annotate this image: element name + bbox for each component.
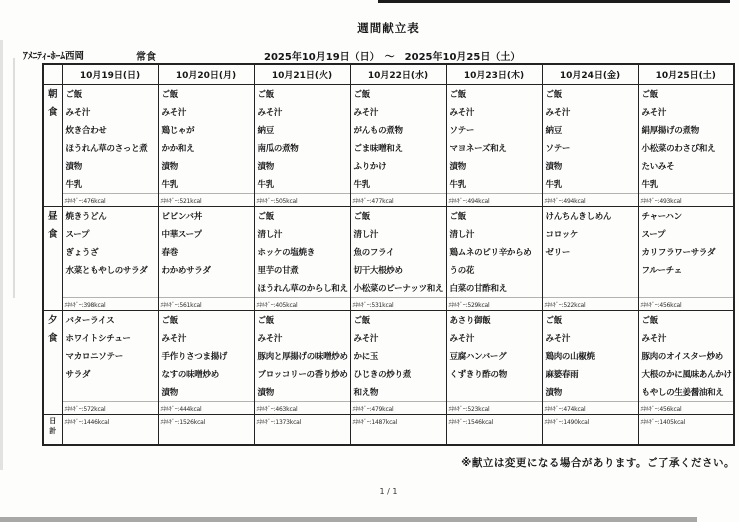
menu-item-cell-dinner-day2: ご飯 [254,311,350,330]
menu-item-cell-lunch-day4: 鶏ムネのピリ辛からめ [446,243,542,261]
menu-item-cell-lunch-day0: ぎょうざ [62,243,158,261]
menu-item-cell-breakfast-day0: ほうれん草のさっと煮 [62,139,158,157]
menu-item-cell-lunch-day4: 白菜の甘酢和え [446,279,542,298]
menu-item-cell-breakfast-day5: 漬物 [542,157,638,175]
menu-row-breakfast [43,121,734,139]
menu-item-cell-lunch-day2: ほうれん草のからし和え [254,279,350,298]
menu-item-cell-lunch-day4: 清し汁 [446,225,542,243]
menu-item-cell-breakfast-day1: みそ汁 [158,103,254,121]
menu-item-cell-lunch-day3: 清し汁 [350,225,446,243]
menu-item-cell-dinner-day4: あさり御飯 [446,311,542,330]
menu-item-cell-lunch-day1: 春巻 [158,243,254,261]
menu-item-cell-dinner-day1: なすの味噌炒め [158,365,254,383]
kcal-cell-dinner-day3: ｴﾈﾙｷﾞｰ:479kcal [350,402,446,415]
daily-total-cell-day3: ｴﾈﾙｷﾞｰ:1487kcal [350,415,446,446]
menu-row-dinner [43,383,734,402]
menu-item-cell-breakfast-day4: マヨネーズ和え [446,139,542,157]
menu-item-cell-dinner-day2: みそ汁 [254,329,350,347]
menu-item-cell-breakfast-day2: ご飯 [254,85,350,104]
section-label-breakfast [43,85,62,207]
daily-total-cell-day1: ｴﾈﾙｷﾞｰ:1526kcal [158,415,254,446]
menu-item-cell-breakfast-day6: ご飯 [638,85,734,104]
menu-row-breakfast [43,139,734,157]
kcal-cell-dinner-day4: ｴﾈﾙｷﾞｰ:523kcal [446,402,542,415]
menu-item-cell-lunch-day1: 中華スープ [158,225,254,243]
page-title: 週間献立表 [357,21,420,35]
menu-item-cell-dinner-day6: みそ汁 [638,329,734,347]
section-label-char: 食 [47,107,58,118]
menu-item-cell-breakfast-day1: 牛乳 [158,175,254,194]
menu-item-cell-dinner-day0: バターライス [62,311,158,330]
menu-item-cell-dinner-day3: ひじきの炒り煮 [350,365,446,383]
scan-artifact-left-edge [0,40,3,470]
menu-row-breakfast [43,103,734,121]
menu-item-cell-breakfast-day4: みそ汁 [446,103,542,121]
menu-row-lunch [43,243,734,261]
kcal-cell-dinner-day1: ｴﾈﾙｷﾞｰ:444kcal [158,402,254,415]
menu-item-cell-breakfast-day6: 小松菜のわさび和え [638,139,734,157]
kcal-cell-lunch-day5: ｴﾈﾙｷﾞｰ:522kcal [542,298,638,311]
menu-row-breakfast [43,175,734,194]
menu-item-cell-lunch-day1 [158,279,254,298]
menu-table-head [43,64,734,85]
menu-item-cell-dinner-day2: 豚肉と厚揚げの味噌炒め [254,347,350,365]
day-header-3: 10月22日(水) [350,64,446,85]
kcal-cell-breakfast-day6: ｴﾈﾙｷﾞｰ:493kcal [638,194,734,207]
menu-item-cell-dinner-day1: ご飯 [158,311,254,330]
menu-item-cell-breakfast-day0: 炊き合わせ [62,121,158,139]
menu-item-cell-dinner-day6: 大根のかに風味あんかけ [638,365,734,383]
daily-total-cell-day6: ｴﾈﾙｷﾞｰ:1405kcal [638,415,734,446]
menu-item-cell-dinner-day4: 豆腐ハンバーグ [446,347,542,365]
menu-item-cell-dinner-day6: ご飯 [638,311,734,330]
section-label-char: 食 [47,333,58,344]
kcal-cell-dinner-day5: ｴﾈﾙｷﾞｰ:474kcal [542,402,638,415]
menu-row-dinner [43,329,734,347]
menu-item-cell-breakfast-day4: ソテー [446,121,542,139]
menu-item-cell-breakfast-day0: みそ汁 [62,103,158,121]
menu-item-cell-breakfast-day3: ごま味噌和え [350,139,446,157]
kcal-cell-lunch-day4: ｴﾈﾙｷﾞｰ:529kcal [446,298,542,311]
menu-period: 2025年10月19日（日） ～ 2025年10月25日（土） [264,52,521,63]
menu-item-cell-dinner-day1: みそ汁 [158,329,254,347]
menu-item-cell-dinner-day4 [446,383,542,402]
menu-item-cell-breakfast-day6: 絹厚揚げの煮物 [638,121,734,139]
scan-artifact-bottom [0,517,697,522]
menu-item-cell-breakfast-day0: ご飯 [62,85,158,104]
menu-item-cell-dinner-day4: みそ汁 [446,329,542,347]
menu-item-cell-breakfast-day6: たいみそ [638,157,734,175]
kcal-cell-lunch-day3: ｴﾈﾙｷﾞｰ:531kcal [350,298,446,311]
menu-item-cell-breakfast-day4: 漬物 [446,157,542,175]
menu-item-cell-lunch-day2: 清し汁 [254,225,350,243]
menu-item-cell-lunch-day1: わかめサラダ [158,261,254,279]
menu-row-lunch [43,261,734,279]
menu-row-dinner [43,311,734,330]
facility-name: ｱﾒﾆﾃｨ-ﾎｰﾑ西岡 [23,51,84,62]
menu-row-breakfast [43,85,734,104]
kcal-cell-breakfast-day4: ｴﾈﾙｷﾞｰ:494kcal [446,194,542,207]
menu-item-cell-lunch-day6 [638,279,734,298]
kcal-cell-breakfast-day2: ｴﾈﾙｷﾞｰ:505kcal [254,194,350,207]
menu-item-cell-dinner-day6: もやしの生姜醤油和え [638,383,734,402]
menu-item-cell-breakfast-day3: みそ汁 [350,103,446,121]
menu-item-cell-lunch-day3: 切干大根炒め [350,261,446,279]
menu-row-lunch [43,207,734,226]
kcal-cell-lunch-day0: ｴﾈﾙｷﾞｰ:398kcal [62,298,158,311]
kcal-cell-dinner-day6: ｴﾈﾙｷﾞｰ:456kcal [638,402,734,415]
menu-item-cell-breakfast-day2: 納豆 [254,121,350,139]
menu-item-cell-lunch-day6: スープ [638,225,734,243]
menu-table-body [43,85,734,446]
menu-item-cell-breakfast-day0: 牛乳 [62,175,158,194]
daily-total-cell-day0: ｴﾈﾙｷﾞｰ:1446kcal [62,415,158,446]
kcal-cell-lunch-day2: ｴﾈﾙｷﾞｰ:405kcal [254,298,350,311]
daily-total-label [43,415,62,446]
day-header-row [43,64,734,85]
menu-item-cell-dinner-day1: 手作りさつま揚げ [158,347,254,365]
menu-item-cell-dinner-day5: 麻婆春雨 [542,365,638,383]
menu-item-cell-lunch-day0: 水菜ともやしのサラダ [62,261,158,279]
menu-item-cell-dinner-day4: くずきり酢の物 [446,365,542,383]
menu-item-cell-breakfast-day3: がんもの煮物 [350,121,446,139]
menu-item-cell-breakfast-day2: みそ汁 [254,103,350,121]
menu-item-cell-breakfast-day5: ソテー [542,139,638,157]
menu-item-cell-lunch-day5: コロッケ [542,225,638,243]
section-label-char: 昼 [47,211,58,222]
kcal-cell-breakfast-day0: ｴﾈﾙｷﾞｰ:476kcal [62,194,158,207]
menu-item-cell-lunch-day6: カリフラワーサラダ [638,243,734,261]
menu-item-cell-lunch-day5: ゼリー [542,243,638,261]
menu-item-cell-lunch-day3: 魚のフライ [350,243,446,261]
page-number: 1 / 1 [379,487,398,496]
menu-item-cell-lunch-day2: ホッケの塩焼き [254,243,350,261]
menu-item-cell-lunch-day4: ご飯 [446,207,542,226]
menu-item-cell-breakfast-day1: 鶏じゃが [158,121,254,139]
disclaimer-note: ※献立は変更になる場合があります。ご了承ください。 [461,457,735,469]
menu-item-cell-breakfast-day3: ふりかけ [350,157,446,175]
kcal-row-lunch [43,298,734,311]
menu-item-cell-breakfast-day4: 牛乳 [446,175,542,194]
kcal-cell-lunch-day6: ｴﾈﾙｷﾞｰ:456kcal [638,298,734,311]
menu-item-cell-breakfast-day2: 南瓜の煮物 [254,139,350,157]
day-header-6: 10月25日(土) [638,64,734,85]
menu-item-cell-dinner-day6: 豚肉のオイスター炒め [638,347,734,365]
menu-item-cell-breakfast-day2: 牛乳 [254,175,350,194]
section-label-char: 夕 [47,315,58,326]
menu-item-cell-lunch-day5: けんちんきしめん [542,207,638,226]
day-header-4: 10月23日(木) [446,64,542,85]
menu-row-lunch [43,279,734,298]
menu-item-cell-lunch-day0: 焼きうどん [62,207,158,226]
diet-type: 常食 [136,52,156,63]
menu-item-cell-lunch-day6: フルーチェ [638,261,734,279]
menu-item-cell-breakfast-day1: ご飯 [158,85,254,104]
day-header-1: 10月20日(月) [158,64,254,85]
menu-row-lunch [43,225,734,243]
menu-item-cell-lunch-day5 [542,261,638,279]
menu-item-cell-breakfast-day3: 牛乳 [350,175,446,194]
daily-total-cell-day5: ｴﾈﾙｷﾞｰ:1490kcal [542,415,638,446]
menu-item-cell-dinner-day5: みそ汁 [542,329,638,347]
menu-item-cell-dinner-day5: 鶏肉の山椒焼 [542,347,638,365]
menu-item-cell-breakfast-day2: 漬物 [254,157,350,175]
menu-item-cell-breakfast-day5: 納豆 [542,121,638,139]
menu-item-cell-breakfast-day5: みそ汁 [542,103,638,121]
daily-total-label-char: 日 [49,417,57,425]
menu-table [42,63,735,446]
kcal-row-breakfast [43,194,734,207]
menu-item-cell-dinner-day1: 漬物 [158,383,254,402]
menu-item-cell-breakfast-day1: 漬物 [158,157,254,175]
day-header-2: 10月21日(火) [254,64,350,85]
menu-item-cell-dinner-day2: 漬物 [254,383,350,402]
kcal-cell-dinner-day2: ｴﾈﾙｷﾞｰ:463kcal [254,402,350,415]
menu-item-cell-lunch-day2: 里芋の甘煮 [254,261,350,279]
menu-item-cell-lunch-day6: チャーハン [638,207,734,226]
menu-item-cell-lunch-day0: スープ [62,225,158,243]
kcal-row-dinner [43,402,734,415]
kcal-cell-breakfast-day3: ｴﾈﾙｷﾞｰ:477kcal [350,194,446,207]
daily-total-cell-day2: ｴﾈﾙｷﾞｰ:1373kcal [254,415,350,446]
menu-item-cell-dinner-day5: ご飯 [542,311,638,330]
day-header-0: 10月19日(日) [62,64,158,85]
section-label-dinner [43,311,62,415]
menu-item-cell-dinner-day0: マカロニソテー [62,347,158,365]
menu-item-cell-lunch-day2: ご飯 [254,207,350,226]
menu-item-cell-dinner-day2: ブロッコリーの香り炒め [254,365,350,383]
kcal-cell-lunch-day1: ｴﾈﾙｷﾞｰ:561kcal [158,298,254,311]
menu-item-cell-dinner-day0: サラダ [62,365,158,383]
menu-item-cell-lunch-day0 [62,279,158,298]
daily-total-label-char: 計 [49,427,57,435]
menu-item-cell-dinner-day3: かに玉 [350,347,446,365]
menu-item-cell-lunch-day3: ご飯 [350,207,446,226]
menu-item-cell-lunch-day3: 小松菜のピーナッツ和え [350,279,446,298]
menu-item-cell-lunch-day5 [542,279,638,298]
menu-item-cell-lunch-day4: うの花 [446,261,542,279]
menu-item-cell-breakfast-day6: 牛乳 [638,175,734,194]
menu-item-cell-breakfast-day3: ご飯 [350,85,446,104]
menu-row-breakfast [43,157,734,175]
section-label-char: 朝 [47,89,58,100]
info-row [0,48,739,62]
menu-item-cell-dinner-day0: ホワイトシチュー [62,329,158,347]
kcal-cell-breakfast-day5: ｴﾈﾙｷﾞｰ:494kcal [542,194,638,207]
day-header-5: 10月24日(金) [542,64,638,85]
scan-artifact-left-streak [13,58,15,298]
menu-row-dinner [43,347,734,365]
kcal-cell-breakfast-day1: ｴﾈﾙｷﾞｰ:521kcal [158,194,254,207]
menu-item-cell-dinner-day3: みそ汁 [350,329,446,347]
corner-cell [43,64,62,85]
menu-item-cell-dinner-day0 [62,383,158,402]
menu-row-dinner [43,365,734,383]
menu-item-cell-breakfast-day0: 漬物 [62,157,158,175]
menu-item-cell-dinner-day3: 和え物 [350,383,446,402]
menu-item-cell-dinner-day3: ご飯 [350,311,446,330]
scan-artifact-top [378,0,730,3]
kcal-cell-dinner-day0: ｴﾈﾙｷﾞｰ:572kcal [62,402,158,415]
menu-item-cell-dinner-day5: 漬物 [542,383,638,402]
menu-item-cell-lunch-day1: ビビンバ丼 [158,207,254,226]
menu-item-cell-breakfast-day5: ご飯 [542,85,638,104]
menu-item-cell-breakfast-day1: かか和え [158,139,254,157]
section-label-char: 食 [47,229,58,240]
daily-total-cell-day4: ｴﾈﾙｷﾞｰ:1546kcal [446,415,542,446]
menu-item-cell-breakfast-day5: 牛乳 [542,175,638,194]
menu-item-cell-breakfast-day4: ご飯 [446,85,542,104]
daily-total-row [43,415,734,446]
menu-item-cell-breakfast-day6: みそ汁 [638,103,734,121]
section-label-lunch [43,207,62,311]
